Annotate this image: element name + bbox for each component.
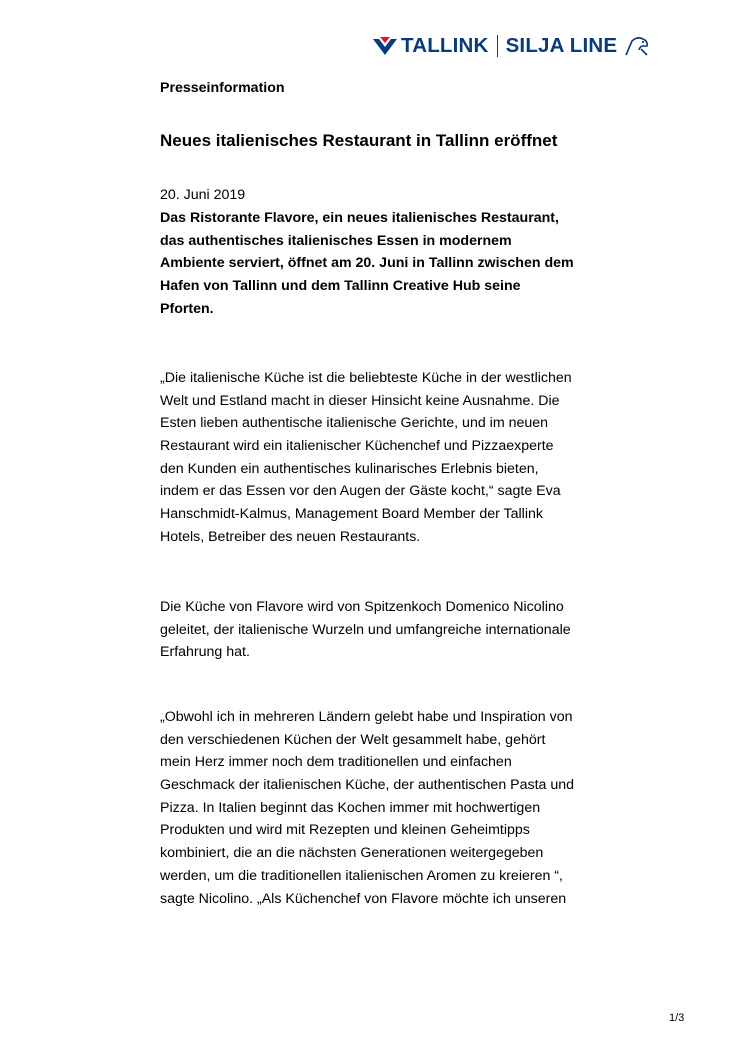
lead-line: das authentisches italienisches Essen in modernem	[160, 232, 512, 249]
paragraph-line: Esten lieben authentische italienische Gerichte, und im neuen	[160, 415, 549, 432]
paragraph-line: „Die italienische Küche ist die beliebteste Küche in der westlichen	[160, 370, 572, 386]
tallink-chevron-logo-icon	[372, 35, 398, 57]
paragraph-line: den verschiedenen Küchen der Welt gesammelt habe, gehört	[160, 731, 546, 748]
lead-line: Pforten.	[160, 300, 214, 317]
lead-line: Hafen von Tallinn und dem Tallinn Creative Hub seine	[160, 278, 521, 295]
paragraph-line: sagte Nicolino. „Als Küchenchef von Flavore möchte ich unseren	[160, 890, 567, 907]
paragraph-line: Erfahrung hat.	[160, 644, 250, 661]
paragraph-line: Hanschmidt-Kalmus, Management Board Member der Tallink	[160, 506, 543, 523]
paragraph-line: geleitet, der italienische Wurzeln und umfangreiche internationale	[160, 621, 571, 638]
lead-line: Ambiente serviert, öffnet am 20. Juni in Tallinn zwischen dem	[160, 255, 574, 272]
paragraph-line: Pizza. In Italien beginnt das Kochen immer mit hochwertigen	[160, 799, 541, 816]
document-label: Presseinformation	[160, 80, 285, 96]
brand-tallink: TALLINK	[401, 34, 489, 57]
company-logo	[372, 33, 672, 59]
paragraph-line: indem er das Essen vor den Augen der Gäste kocht,“ sagte Eva	[160, 483, 561, 500]
logo-divider	[497, 35, 498, 57]
brand-silja-line: SILJA LINE	[505, 34, 618, 57]
paragraph-line: Geschmack der italienischen Küche, der authentischen Pasta und	[160, 777, 575, 794]
lead-paragraph	[160, 207, 574, 320]
quote-paragraph-kalmus	[160, 367, 572, 549]
lead-line: Das Ristorante Flavore, ein neues italienisches Restaurant,	[160, 210, 559, 226]
paragraph-line: Restaurant wird ein italienischer Küchenchef und Pizzaexperte	[160, 438, 554, 455]
silja-seal-logo-icon	[623, 35, 651, 57]
document-title: Neues italienisches Restaurant in Tallinn eröffnet	[160, 131, 558, 150]
paragraph-line: werden, um die traditionellen italienischen Aromen zu kreieren “,	[160, 867, 563, 884]
paragraph-line: „Obwohl ich in mehreren Ländern gelebt habe und Inspiration von	[160, 709, 573, 725]
page-number: 1/3	[669, 1012, 685, 1024]
publication-date: 20. Juni 2019	[160, 187, 246, 203]
paragraph-line: den Kunden ein authentisches kulinarisches Erlebnis bieten,	[160, 460, 539, 477]
paragraph-line: kombiniert, die an die nächsten Generationen weitergegeben	[160, 845, 544, 862]
paragraph-line: Die Küche von Flavore wird von Spitzenkoch Domenico Nicolino	[160, 599, 564, 615]
quote-paragraph-nicolino	[160, 706, 574, 910]
paragraph-line: mein Herz immer noch dem traditionellen und einfachen	[160, 754, 512, 771]
paragraph-line: Welt und Estland macht in dieser Hinsicht keine Ausnahme. Die	[160, 392, 560, 409]
chef-intro-paragraph	[160, 596, 571, 664]
paragraph-line: Produkten und wird mit Rezepten und kleinen Geheimtipps	[160, 822, 530, 839]
paragraph-line: Hotels, Betreiber des neuen Restaurants.	[160, 528, 421, 545]
